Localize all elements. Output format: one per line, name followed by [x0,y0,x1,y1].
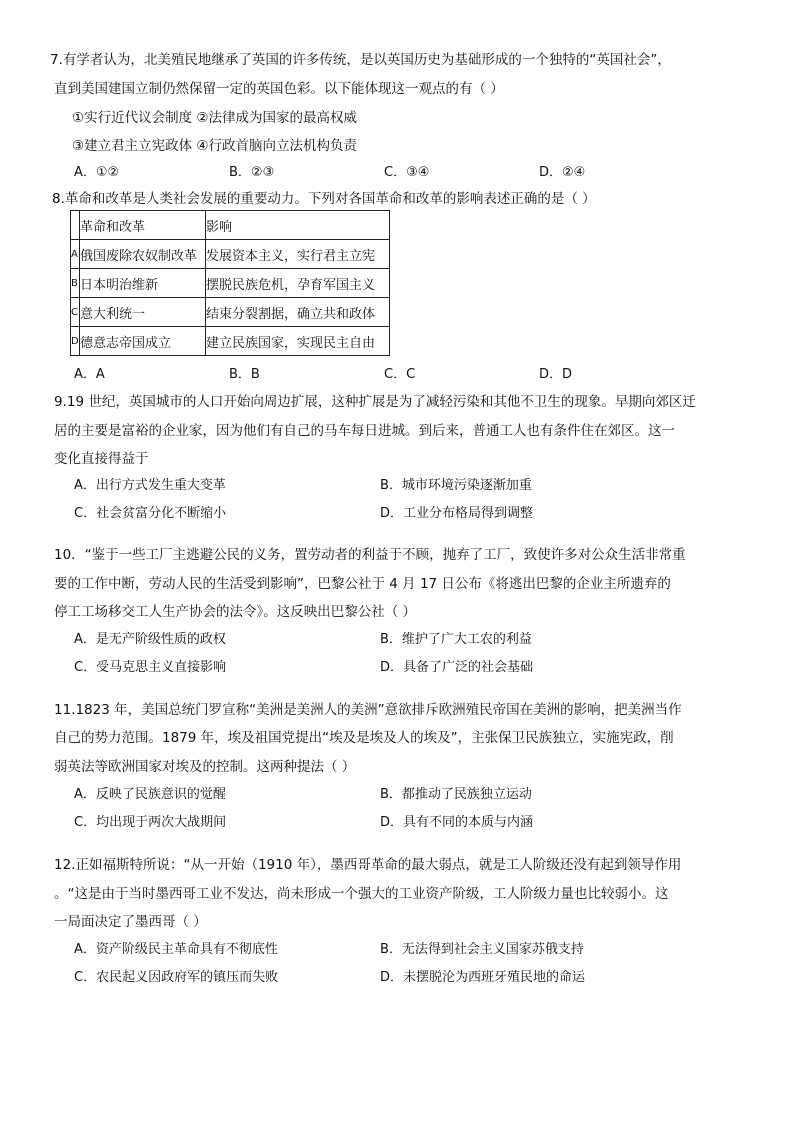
row-event: 意大利统一 [80,298,206,327]
q11-stem-line-2: 自己的势力范围。1879 年，埃及祖国党提出“埃及是埃及人的埃及”，主张保卫民族独立，实施宪政，削 [54,730,674,746]
q9-option-d[interactable]: D．工业分布格局得到调整 [380,506,534,521]
q8-stem: 8.革命和改革是人类社会发展的重要动力。下列对各国革命和改革的影响表述正确的是（ ） [52,191,596,207]
q9-stem-line-2: 居的主要是富裕的企业家，因为他们有自己的马车每日进城。到后来，普通工人也有条件住在郊区。这一 [54,423,675,439]
row-label: C [71,298,80,327]
table-header-row [71,211,390,240]
row-label: D [71,327,80,356]
q9-option-b[interactable]: B．城市环境污染逐渐加重 [380,478,532,493]
row-effect: 结束分裂割据，确立共和政体 [206,298,390,327]
q11-stem-line-3: 弱英法等欧洲国家对埃及的控制。这两种提法（ ） [54,759,356,775]
q7-stem-line-1: 7.有学者认为，北美殖民地继承了英国的许多传统，是以英国历史为基础形成的一个独特的“英国社会”， [50,52,671,68]
q10-option-c[interactable]: C．受马克思主义直接影响 [74,660,227,675]
q12-stem-line-1: 12.正如福斯特所说：“从一开始（1910 年），墨西哥革命的最大弱点，就是工人阶级还没有起到领导作用 [54,857,682,873]
table-header-effect: 影响 [206,211,390,240]
q11-option-a[interactable]: A．反映了民族意识的觉醒 [74,787,226,802]
row-label: B [71,269,80,298]
q7-option-a[interactable]: A．①② [74,165,120,180]
q12-option-a[interactable]: A．资产阶级民主革命具有不彻底性 [74,942,278,957]
q7-statement-line-2: ③建立君主立宪政体 ④行政首脑向立法机构负责 [72,138,357,154]
table-header-event: 革命和改革 [80,211,206,240]
q8-option-a[interactable]: A．A [74,367,105,382]
q9-stem-line-3: 变化直接得益于 [54,451,149,467]
q10-option-d[interactable]: D．具备了广泛的社会基础 [380,660,534,675]
q11-stem-line-1: 11.1823 年，美国总统门罗宣称“美洲是美洲人的美洲”意欲排斥欧洲殖民帝国在美洲的影响，把美洲当作 [54,702,682,718]
table-header-label-cell [71,211,80,240]
q11-option-b[interactable]: B．都推动了民族独立运动 [380,787,532,802]
q8-option-c[interactable]: C．C [384,367,416,382]
q8-option-b[interactable]: B．B [229,367,260,382]
q7-option-d[interactable]: D．②④ [539,165,586,180]
q8-options [74,365,694,385]
q7-options [74,163,694,183]
row-label: A [71,240,80,269]
q10-stem-line-1: 10．“鉴于一些工厂主逃避公民的义务，置劳动者的利益于不顾，抛弃了工厂，致使许多对公众生活非常重 [54,547,686,563]
q10-option-b[interactable]: B．维护了广大工农的利益 [380,632,532,647]
table-row [71,269,390,298]
table-row [71,327,390,356]
q8-option-d[interactable]: D．D [539,367,573,382]
q9-option-c[interactable]: C．社会贫富分化不断缩小 [74,506,227,521]
q12-option-d[interactable]: D．未摆脱沦为西班牙殖民地的命运 [380,970,586,985]
q9-stem-line-1: 9.19 世纪，英国城市的人口开始向周边扩展，这种扩展是为了减轻污染和其他不卫生的现象。早期向郊区迁 [54,394,696,410]
q9-option-a[interactable]: A．出行方式发生重大变革 [74,478,226,493]
row-event: 德意志帝国成立 [80,327,206,356]
q8-table [70,210,390,356]
row-effect: 摆脱民族危机，孕育军国主义 [206,269,390,298]
q10-stem-line-2: 要的工作中断，劳动人民的生活受到影响”，巴黎公社于 4 月 17 日公布《将逃出巴黎的企业主所遗弃的 [54,576,671,592]
q11-option-c[interactable]: C．均出现于两次大战期间 [74,815,227,830]
q7-stem-line-2: 直到美国建国立制仍然保留一定的英国色彩。以下能体现这一观点的有（ ） [54,81,504,97]
q12-stem-line-2: 。“这是由于当时墨西哥工业不发达，尚未形成一个强大的工业资产阶级，工人阶级力量也比较弱小。这 [54,886,669,902]
row-effect: 发展资本主义，实行君主立宪 [206,240,390,269]
row-effect: 建立民族国家，实现民主自由 [206,327,390,356]
row-event: 俄国废除农奴制改革 [80,240,206,269]
q12-option-b[interactable]: B．无法得到社会主义国家苏俄支持 [380,942,584,957]
q7-option-c[interactable]: C．③④ [384,165,430,180]
table-row [71,240,390,269]
table-row [71,298,390,327]
q11-option-d[interactable]: D．具有不同的本质与内涵 [380,815,534,830]
q12-stem-line-3: 一局面决定了墨西哥（ ） [54,914,207,930]
q7-option-b[interactable]: B．②③ [229,165,275,180]
q12-option-c[interactable]: C．农民起义因政府军的镇压而失败 [74,970,279,985]
q7-statement-line-1: ①实行近代议会制度 ②法律成为国家的最高权威 [72,110,357,126]
q10-stem-line-3: 停工工场移交工人生产协会的法令》。这反映出巴黎公社（ ） [54,604,417,620]
row-event: 日本明治维新 [80,269,206,298]
q10-option-a[interactable]: A．是无产阶级性质的政权 [74,632,226,647]
